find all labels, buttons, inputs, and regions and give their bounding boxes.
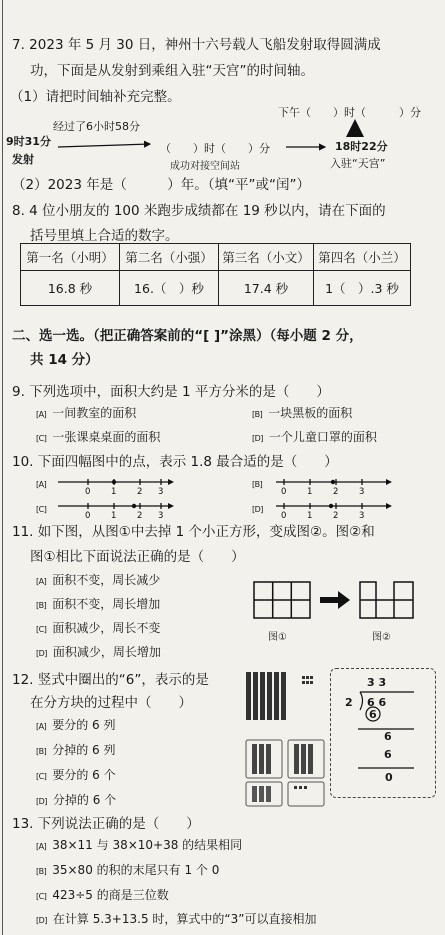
- group-left: [246, 740, 282, 806]
- bubble-d[interactable]: [D]: [252, 434, 263, 443]
- table-row: [21, 271, 411, 306]
- table-header: 第三名（小文）: [219, 244, 314, 271]
- fig2-label: 图②: [372, 632, 391, 643]
- table-header-row: [21, 244, 411, 271]
- table-cell: 16.8 秒: [21, 271, 120, 306]
- q9-option-d[interactable]: [D] 一个儿童口罩的面积: [252, 430, 377, 444]
- table-header: 第四名（小兰）: [314, 244, 411, 271]
- table-cell: 1（ ）.3 秒: [314, 271, 411, 306]
- svg-text:2: 2: [333, 511, 339, 520]
- svg-text:0: 0: [85, 511, 91, 520]
- q11-figures: [250, 578, 440, 628]
- q8-line2: 括号里填上合适的数字。: [30, 228, 179, 244]
- q12-line1: 12. 竖式中圈出的“6”，表示的是: [12, 672, 209, 688]
- unit-cubes-top: [302, 676, 313, 684]
- svg-text:0: 0: [281, 487, 287, 497]
- q7-launch: 发射: [12, 153, 34, 166]
- q7-dock: 成功对接空间站: [170, 161, 240, 172]
- point-d: [329, 504, 333, 508]
- q10-option-c[interactable]: [C]: [36, 505, 47, 514]
- q7-time-start: 9时31分: [6, 135, 51, 148]
- q13-option-d[interactable]: [D] 在计算 5.3+13.5 时，算式中的“3”可以直接相加: [36, 912, 317, 926]
- q11-option-c[interactable]: [C] 面积减少，周长不变: [36, 621, 161, 635]
- division-quotient: 3 3: [367, 676, 387, 689]
- q9-option-b[interactable]: [B] 一块黑板的面积: [252, 406, 353, 420]
- q9-stem: 9. 下列选项中，面积大约是 1 平方分米的是（ ）: [12, 384, 330, 400]
- division-divisor: 2: [345, 696, 353, 709]
- q12-line2: 在分方块的过程中（ ）: [30, 695, 192, 711]
- svg-text:2: 2: [137, 487, 143, 497]
- number-line-c: [58, 503, 174, 520]
- division-step1: 6: [369, 708, 377, 721]
- bubble-a[interactable]: [A]: [36, 410, 47, 419]
- number-line-b: [276, 479, 392, 497]
- fig1-label: 图①: [268, 632, 287, 643]
- running-table: [20, 243, 411, 306]
- svg-text:2: 2: [137, 511, 143, 520]
- q11-option-b[interactable]: [B] 面积不变，周长增加: [36, 597, 161, 611]
- section2-line2: 共 14 分）: [30, 352, 99, 368]
- point-b: [331, 480, 335, 484]
- timeline-arrows: [0, 0, 445, 180]
- q13-option-a[interactable]: [A] 38×11 与 38×10+38 的结果相同: [36, 838, 243, 852]
- arrow-right-icon: [320, 591, 350, 609]
- q7-enter: 入驻“天宫”: [330, 157, 386, 170]
- svg-text:3: 3: [158, 511, 164, 520]
- division-remainder: 0: [385, 771, 393, 784]
- number-lines: [0, 470, 445, 520]
- q11-line2: 图①相比下面说法正确的是（ ）: [30, 549, 245, 565]
- q10-option-d[interactable]: [D]: [252, 505, 263, 514]
- table-header: 第二名（小强）: [120, 244, 219, 271]
- svg-text:3: 3: [359, 487, 365, 497]
- q7-time-end: 18时22分: [335, 140, 388, 153]
- figure-1: [254, 582, 310, 618]
- q12-option-b[interactable]: [B] 分掉的 6 列: [36, 743, 116, 757]
- table-cell: 17.4 秒: [219, 271, 314, 306]
- number-line-d: [276, 503, 392, 520]
- bubble-c[interactable]: [C]: [36, 434, 47, 443]
- q10-option-b[interactable]: [B]: [252, 480, 263, 489]
- svg-text:1: 1: [307, 487, 313, 497]
- q11-line1: 11. 如下图，从图①中去掉 1 个小正方形，变成图②。图②和: [12, 524, 375, 540]
- svg-text:3: 3: [359, 511, 365, 520]
- ten-rods-top: [246, 672, 286, 720]
- section2-line1: 二、选一选。（把正确答案前的“[ ]”涂黑）（每小题 2 分，: [12, 328, 363, 344]
- division-step2: 6: [384, 730, 392, 743]
- q9-option-c[interactable]: [C] 一张课桌桌面的面积: [36, 430, 161, 444]
- table-header: 第一名（小明）: [21, 244, 120, 271]
- arrow-1: [58, 144, 150, 147]
- q7-line2: 功，下面是从发射到乘组入驻“天宫”的时间轴。: [30, 63, 314, 79]
- q10-option-a[interactable]: [A]: [36, 480, 47, 489]
- division-step3: 6: [384, 748, 392, 761]
- number-line-a: [58, 479, 174, 497]
- q9-option-a[interactable]: [A] 一间教室的面积: [36, 406, 137, 420]
- q12-option-a[interactable]: [A] 要分的 6 列: [36, 718, 116, 732]
- figure-2: [360, 582, 413, 618]
- block-picture: [240, 668, 332, 808]
- division-dividend: 6 6: [367, 696, 387, 709]
- q7-time-mid: （ ）时（ ）分: [160, 142, 270, 155]
- q11-option-d[interactable]: [D] 面积减少，周长增加: [36, 645, 161, 659]
- svg-text:3: 3: [158, 487, 164, 497]
- bubble-b[interactable]: [B]: [252, 410, 263, 419]
- group-right: [288, 740, 324, 806]
- point-a: [112, 480, 116, 484]
- svg-text:1: 1: [111, 487, 117, 497]
- q7-sub1: （1）请把时间轴补充完整。: [10, 89, 181, 105]
- svg-text:0: 0: [85, 487, 91, 497]
- q7-time-top: 下午（ ）时（ ）分: [278, 106, 421, 119]
- svg-text:1: 1: [307, 511, 313, 520]
- q11-option-a[interactable]: [A] 面积不变，周长减少: [36, 573, 161, 587]
- svg-text:0: 0: [281, 511, 287, 520]
- q7-elapsed: 经过了6小时58分: [53, 120, 140, 133]
- svg-text:1: 1: [111, 511, 117, 520]
- q12-option-c[interactable]: [C] 要分的 6 个: [36, 768, 116, 782]
- point-c: [132, 504, 136, 508]
- svg-text:2: 2: [333, 487, 339, 497]
- q13-option-b[interactable]: [B] 35×80 的积的末尾只有 1 个 0: [36, 863, 220, 877]
- q8-line1: 8. 4 位小朋友的 100 米跑步成绩都在 19 秒以内，请在下面的: [12, 203, 386, 219]
- q12-option-d[interactable]: [D] 分掉的 6 个: [36, 793, 117, 807]
- q13-stem: 13. 下列说法正确的是（ ）: [12, 816, 200, 832]
- q7-sub2: （2）2023 年是（ ）年。（填“平”或“闰”）: [12, 177, 310, 193]
- q10-stem: 10. 下面四幅图中的点，表示 1.8 最合适的是（ ）: [12, 454, 338, 470]
- table-cell: 16.（ ）秒: [120, 271, 219, 306]
- q13-option-c[interactable]: [C] 423÷5 的商是三位数: [36, 888, 169, 902]
- q7-line1: 7. 2023 年 5 月 30 日，神州十六号载人飞船发射取得圆满成: [12, 37, 381, 53]
